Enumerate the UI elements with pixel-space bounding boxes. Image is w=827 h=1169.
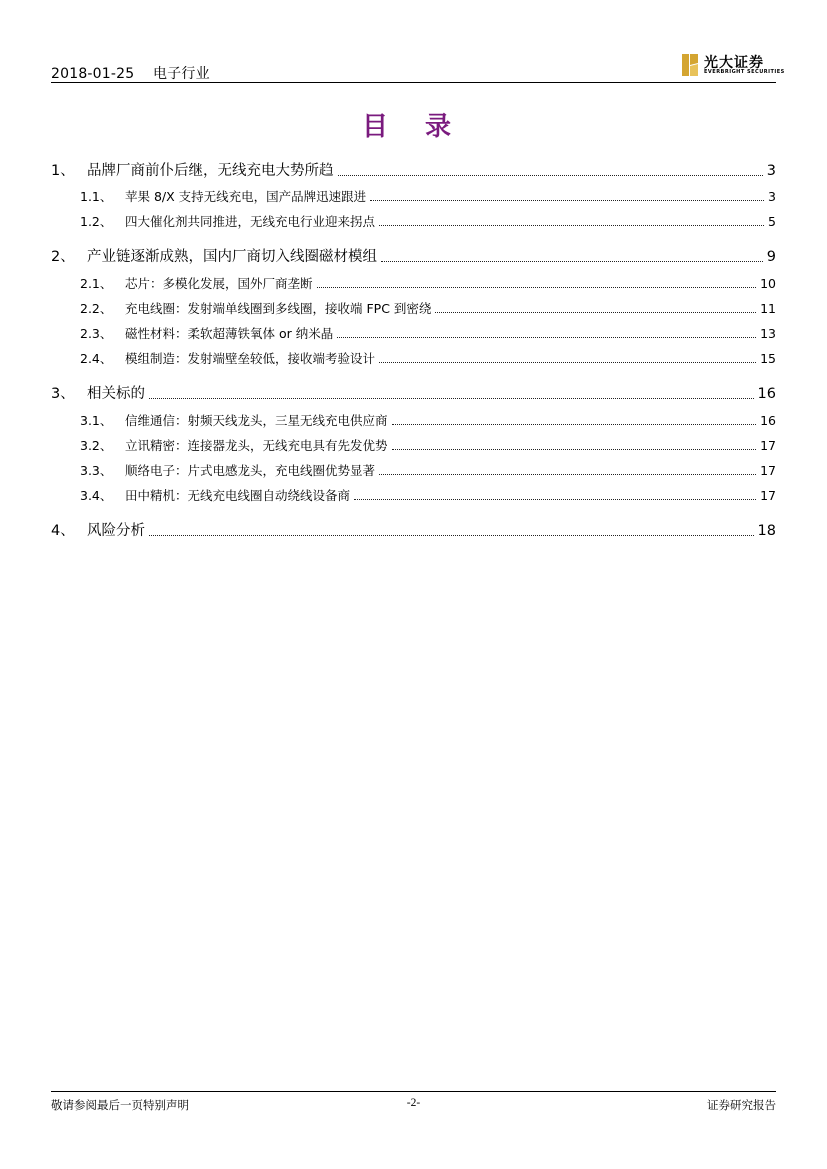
toc-entry-3[interactable]: [51, 382, 776, 403]
dot-leader: [317, 286, 757, 288]
toc-entry-3-3[interactable]: [80, 461, 776, 479]
toc-entry-page: 11: [760, 301, 776, 316]
toc-entry-page: 18: [757, 523, 776, 539]
toc-entry-page: 15: [760, 351, 776, 366]
footer-report-type: 证券研究报告: [707, 1098, 776, 1112]
toc-entry-4[interactable]: [51, 519, 776, 540]
toc-entry-2-1[interactable]: [80, 274, 776, 292]
toc-entry-number: 3.1、: [80, 413, 113, 428]
toc-entry-number: 3.3、: [80, 463, 113, 478]
toc-entry-label: 品牌厂商前仆后继，无线充电大势所趋: [87, 163, 334, 179]
dot-leader: [435, 311, 756, 313]
dot-leader: [379, 473, 756, 475]
toc-entry-1-2[interactable]: [80, 212, 776, 230]
toc-entry-page: 17: [760, 463, 776, 478]
toc-entry-page: 16: [757, 386, 776, 402]
toc-entry-label: 顺络电子：片式电感龙头，充电线圈优势显著: [125, 463, 376, 478]
header-divider: [51, 82, 776, 83]
toc-entry-label: 芯片：多模化发展，国外厂商垄断: [125, 276, 313, 291]
dot-leader: [392, 448, 757, 450]
toc-entry-2-2[interactable]: [80, 299, 776, 317]
toc-entry-page: 3: [766, 163, 776, 179]
toc-entry-2[interactable]: [51, 245, 776, 266]
toc-entry-label: 立讯精密：连接器龙头，无线充电具有先发优势: [125, 438, 388, 453]
toc-entry-label: 四大催化剂共同推进，无线充电行业迎来拐点: [125, 214, 376, 229]
dot-leader: [354, 498, 756, 500]
toc-entry-page: 17: [760, 438, 776, 453]
logo-en-text: EVERBRIGHT SECURITIES: [704, 69, 785, 75]
header-date: 2018-01-25: [51, 66, 135, 82]
footer-page-number: -2-: [406, 1097, 421, 1109]
toc-entry-label: 产业链逐渐成熟，国内厂商切入线圈磁材模组: [87, 249, 377, 265]
toc-entry-number: 2.4、: [80, 351, 113, 366]
dot-leader: [379, 224, 764, 226]
toc-entry-2-4[interactable]: [80, 349, 776, 367]
toc-entry-label: 田中精机：无线充电线圈自动绕线设备商: [125, 488, 351, 503]
dot-leader: [337, 336, 756, 338]
dot-leader: [392, 423, 757, 425]
toc-entry-number: 1.1、: [80, 189, 113, 204]
dot-leader: [149, 397, 754, 399]
footer-divider: [51, 1091, 776, 1092]
toc-entry-3-1[interactable]: [80, 411, 776, 429]
dot-leader: [149, 534, 754, 536]
toc-entry-label: 相关标的: [87, 386, 145, 402]
toc-entry-label: 磁性材料：柔软超薄铁氧体 or 纳米晶: [125, 326, 334, 341]
toc-entry-number: 3.2、: [80, 438, 113, 453]
toc-entry-2-3[interactable]: [80, 324, 776, 342]
toc-title: 目 录: [361, 112, 466, 142]
toc-entry-page: 17: [760, 488, 776, 503]
toc-entry-page: 10: [760, 276, 776, 291]
page-footer: [51, 1091, 776, 1121]
toc-entry-3-4[interactable]: [80, 486, 776, 504]
logo-cn-text: 光大证券: [704, 55, 764, 71]
dot-leader: [370, 199, 764, 201]
toc-entry-label: 信维通信：射频天线龙头，三星无线充电供应商: [125, 413, 388, 428]
logo-mark-icon: [682, 54, 698, 76]
header-industry: 电子行业: [152, 66, 210, 82]
header-info: [51, 63, 210, 83]
toc-entry-page: 13: [760, 326, 776, 341]
toc-entry-number: 1、: [51, 163, 75, 179]
toc-entry-label: 模组制造：发射端壁垒较低，接收端考验设计: [125, 351, 376, 366]
toc-entry-page: 16: [760, 413, 776, 428]
toc-entry-number: 2.2、: [80, 301, 113, 316]
toc-entry-label: 风险分析: [87, 523, 145, 539]
toc-entry-1-1[interactable]: [80, 187, 776, 205]
toc-entry-1[interactable]: [51, 159, 776, 180]
toc-entry-number: 2.3、: [80, 326, 113, 341]
toc-entry-number: 3、: [51, 386, 75, 402]
toc-entry-page: 9: [766, 249, 776, 265]
dot-leader: [381, 260, 763, 262]
company-logo: [682, 52, 785, 78]
toc-entry-page: 5: [768, 214, 776, 229]
page-header: [51, 50, 785, 83]
dot-leader: [379, 361, 756, 363]
toc-entry-number: 2、: [51, 249, 75, 265]
toc-entry-number: 2.1、: [80, 276, 113, 291]
toc-entry-3-2[interactable]: [80, 436, 776, 454]
toc-entry-label: 苹果 8/X 支持无线充电，国产品牌迅速跟进: [125, 189, 367, 204]
toc-entry-label: 充电线圈：发射端单线圈到多线圈，接收端 FPC 到密绕: [125, 301, 432, 316]
toc-entry-number: 1.2、: [80, 214, 113, 229]
toc-entry-number: 4、: [51, 523, 75, 539]
dot-leader: [338, 174, 763, 176]
toc-entry-page: 3: [768, 189, 776, 204]
toc-entry-number: 3.4、: [80, 488, 113, 503]
footer-disclaimer: 敬请参阅最后一页特别声明: [51, 1098, 189, 1112]
